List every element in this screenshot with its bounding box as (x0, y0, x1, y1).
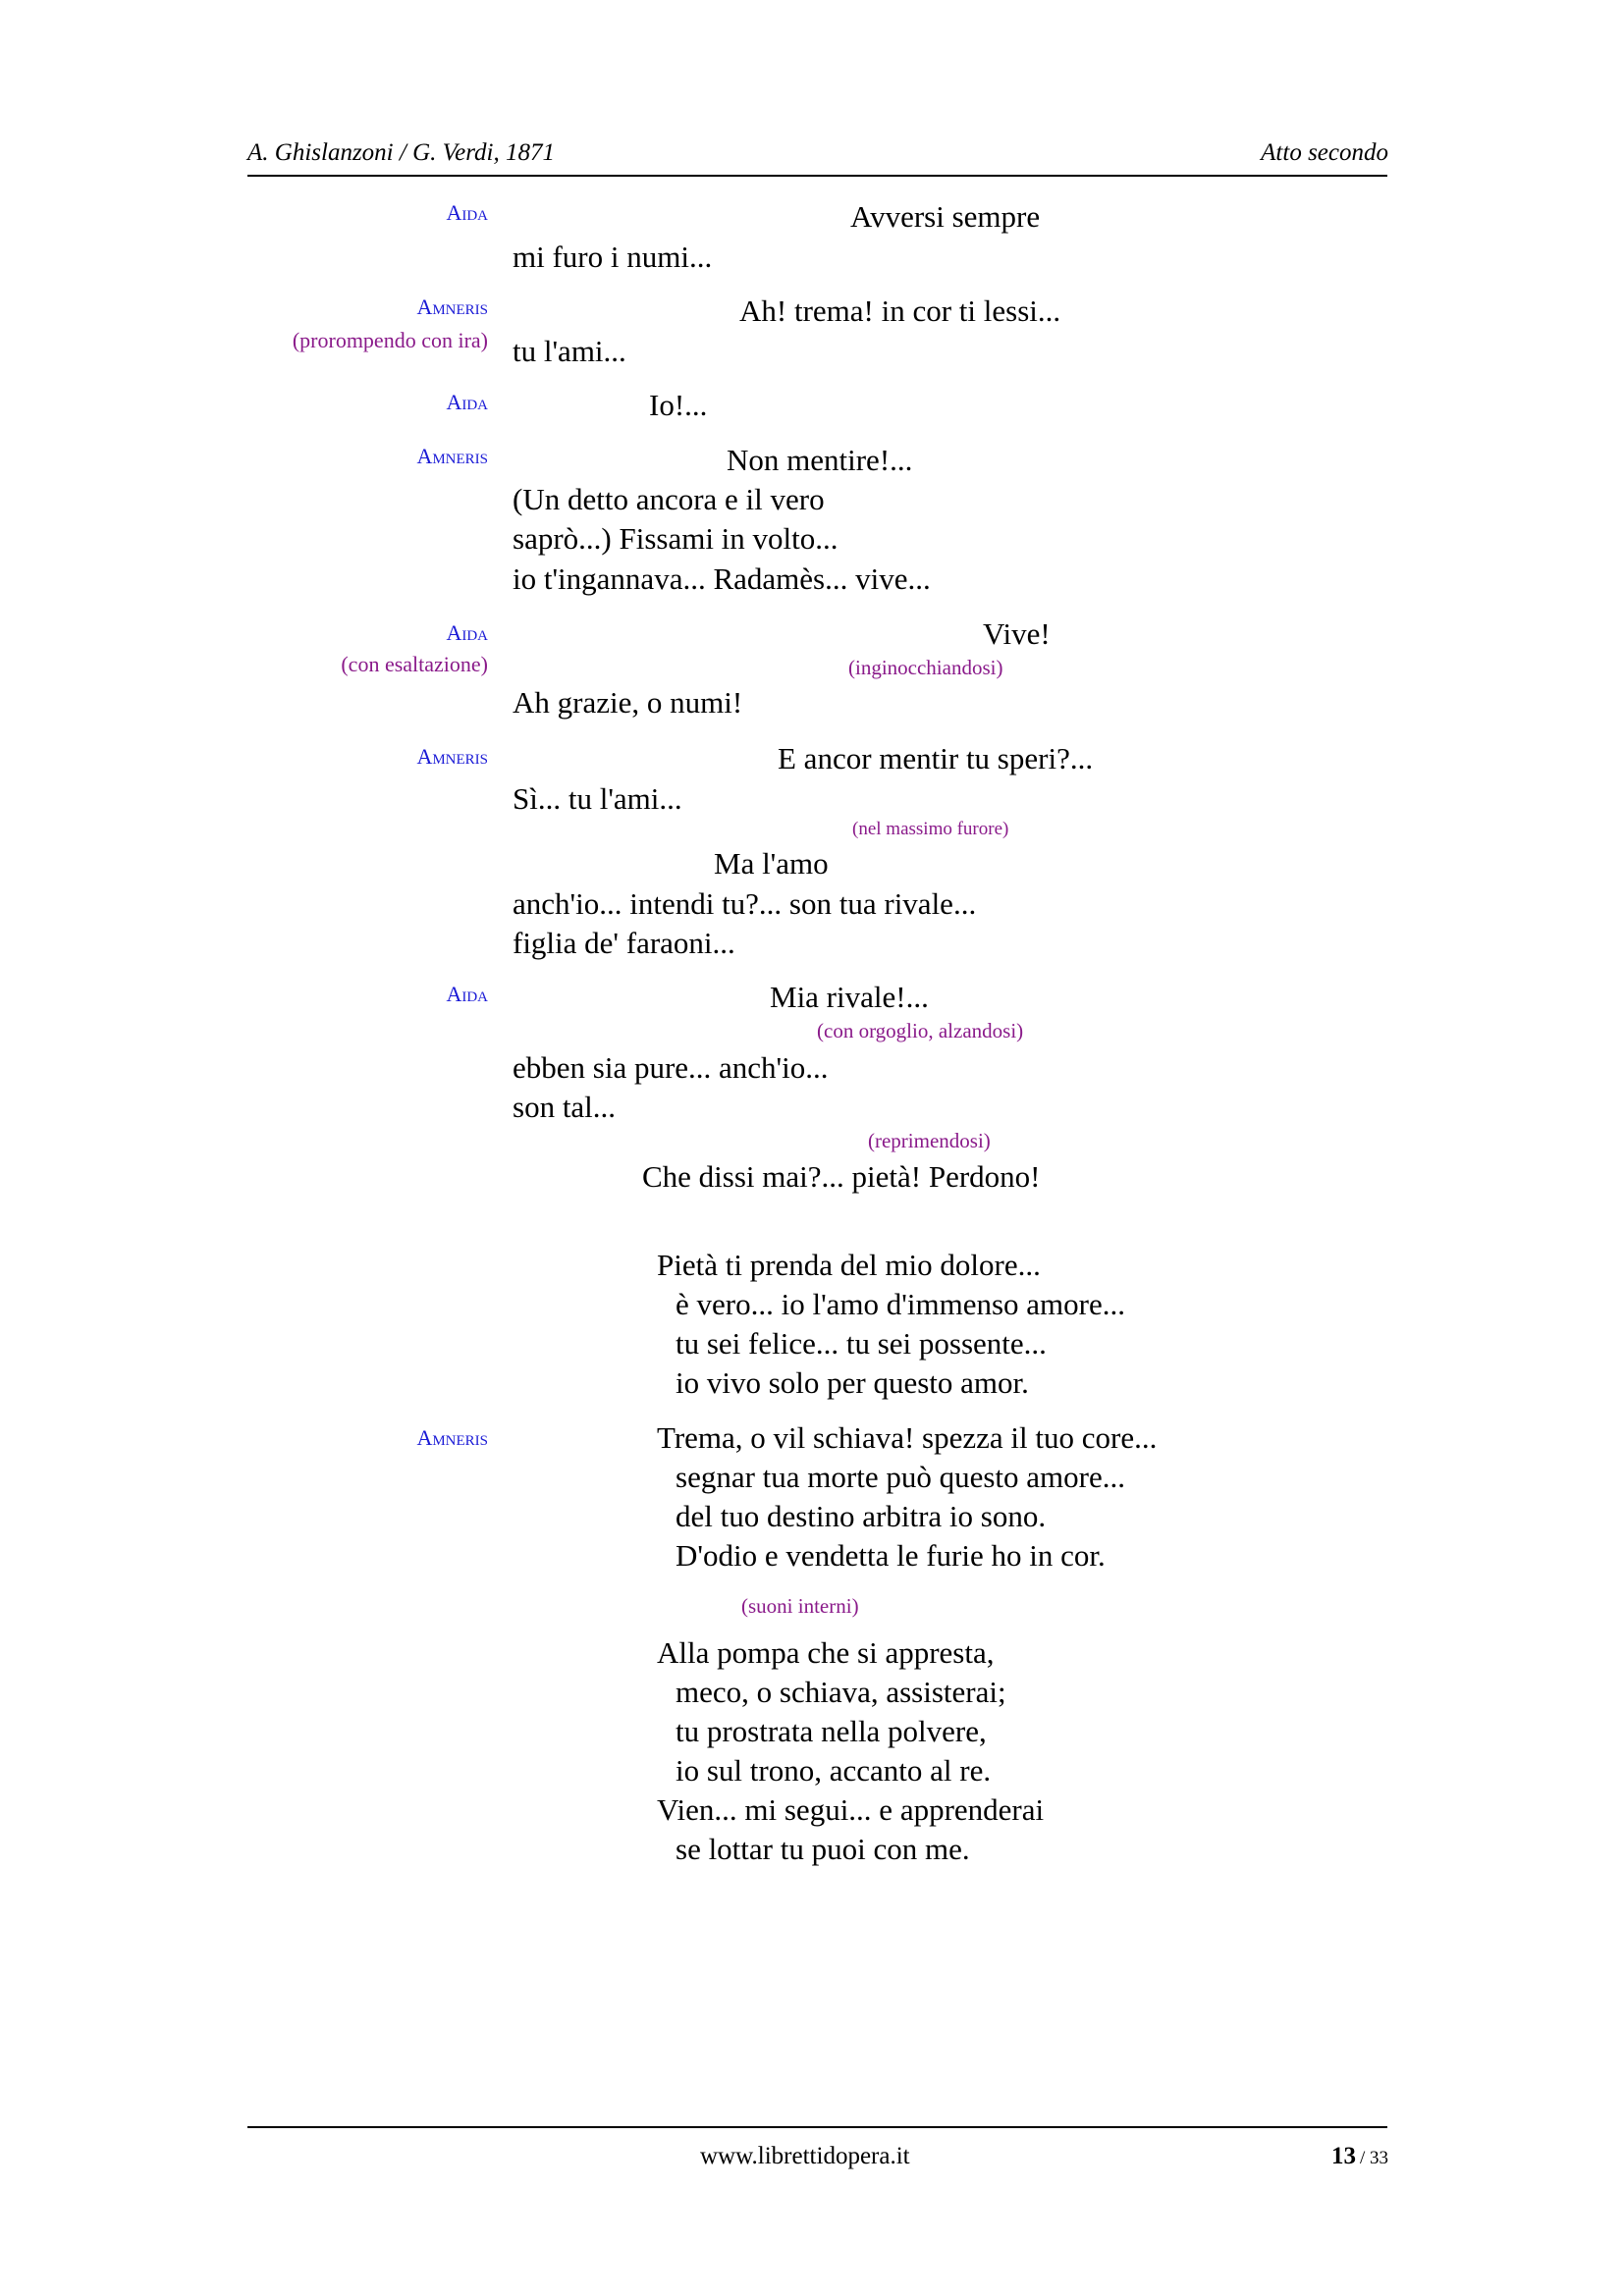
stage-direction: (nel massimo furore) (852, 819, 1009, 839)
speaker-label: Amneris (416, 1425, 488, 1450)
speaker-label: Amneris (416, 294, 488, 319)
speaker-label: Amneris (416, 744, 488, 769)
page-number (1331, 2143, 1388, 2170)
verse-line: son tal... (513, 1090, 617, 1124)
verse-line: Ah! trema! in cor ti lessi... (739, 294, 1061, 328)
speaker-label: Amneris (416, 444, 488, 468)
speaker-label: Aida (446, 200, 488, 225)
verse-line: tu l'ami... (513, 334, 626, 368)
verse-line: Sì... tu l'ami... (513, 781, 682, 816)
verse-line: io t'ingannava... Radamès... vive... (513, 561, 931, 596)
verse-line: io sul trono, accanto al re. (676, 1753, 992, 1788)
verse-line: Mia rivale!... (770, 980, 929, 1014)
verse-line: segnar tua morte può questo amore... (676, 1460, 1125, 1494)
stage-direction: (inginocchiandosi) (848, 656, 1003, 679)
verse-line: (Un detto ancora e il vero (513, 482, 825, 516)
verse-line: ebben sia pure... anch'io... (513, 1050, 829, 1085)
stage-direction: (suoni interni) (741, 1594, 859, 1618)
header-act: Atto secondo (1261, 139, 1388, 166)
footer-site-link[interactable]: www.librettidopera.it (700, 2143, 910, 2169)
verse-line: Trema, o vil schiava! spezza il tuo core... (657, 1420, 1158, 1455)
verse-line: tu sei felice... tu sei possente... (676, 1326, 1047, 1361)
footer-rule (247, 2126, 1387, 2128)
verse-line: Ma l'amo (714, 846, 829, 881)
verse-line: mi furo i numi... (513, 240, 713, 274)
verse-line: Non mentire!... (727, 443, 913, 477)
speaker-label: Aida (446, 982, 488, 1006)
verse-line: anch'io... intendi tu?... son tua rivale... (513, 886, 977, 921)
verse-line: se lottar tu puoi con me. (676, 1832, 970, 1866)
verse-line: Io!... (649, 388, 708, 422)
stage-direction: (prorompendo con ira) (292, 328, 488, 352)
verse-line: Ah grazie, o numi! (513, 685, 743, 720)
verse-line: Che dissi mai?... pietà! Perdono! (642, 1159, 1041, 1194)
stage-direction: (con esaltazione) (341, 652, 488, 676)
verse-line: figlia de' faraoni... (513, 926, 735, 960)
page-total: / 33 (1359, 2148, 1388, 2168)
verse-line: Vive! (983, 616, 1051, 651)
page-current: 13 (1330, 2143, 1356, 2169)
header-author: A. Ghislanzoni / G. Verdi, 1871 (247, 139, 555, 166)
verse-line: io vivo solo per questo amor. (676, 1365, 1029, 1400)
verse-line: tu prostrata nella polvere, (676, 1714, 987, 1748)
verse-line: Vien... mi segui... e apprenderai (657, 1792, 1045, 1827)
verse-line: Avversi sempre (850, 199, 1041, 234)
verse-line: è vero... io l'amo d'immenso amore... (676, 1287, 1125, 1321)
verse-line: del tuo destino arbitra io sono. (676, 1499, 1047, 1533)
header-rule (247, 175, 1387, 177)
speaker-label: Aida (446, 390, 488, 414)
verse-line: saprò...) Fissami in volto... (513, 521, 839, 556)
verse-line: Pietà ti prenda del mio dolore... (657, 1248, 1041, 1282)
speaker-label: Aida (446, 620, 488, 645)
verse-line: E ancor mentir tu speri?... (778, 741, 1094, 775)
stage-direction: (reprimendosi) (868, 1129, 991, 1152)
stage-direction: (con orgoglio, alzandosi) (817, 1019, 1024, 1042)
verse-line: Alla pompa che si appresta, (657, 1635, 995, 1670)
verse-line: meco, o schiava, assisterai; (676, 1675, 1006, 1709)
verse-line: D'odio e vendetta le furie ho in cor. (676, 1538, 1106, 1573)
